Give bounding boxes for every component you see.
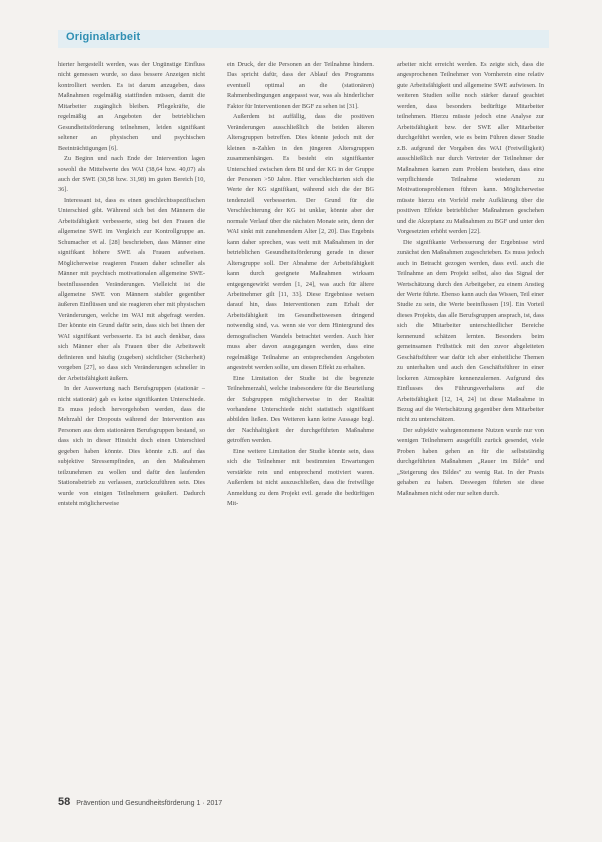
paragraph: hierter hergestellt werden, was der Ungünstige Einfluss nicht gemessen wurde, so dass bessere Anzeigen nicht kontrolliert werden. Es ist darum anzugeben, dass Maßnahmen regelmäßig stattfinden müssen, damit die Mitarbeiter zugänglich bleiben. Pflegekräfte, die regelmäßig an Angeboten der betrieblichen Gesundheitsförderung teilnehmen, leiden signifikant seltener an physischen und psychischen Beeinträchtigungen [6]. (58, 61, 205, 152)
paragraph: arbeiter nicht erreicht werden. Es zeigte sich, dass die angesprochenen Teilnehmer von Vornherein eine relativ gute Arbeitsfähigkeit und allgemeine SWE aufwiesen. In weiteren Studien sollte noch stärker darauf geachtet werden, dass besonders bedürftige Mitarbeiter teilnehmen. Hierzu müsste jedoch eine Analyse zur Arbeitsfähigkeit bzw. der SWE aller Mitarbeiter durchgeführt werden, wie es beim Führen dieser Studie z.B. aufgrund der Vorgaben des WAI (Freiwilligkeit) ausschließlich nur durch Vertreter der Teilnehmer der Maßnahmen kamen zum Problem bestehen, dass eine verpflichtende Teilnahme wiederum zu Motivationsproblemen führen kann. Möglicherweise müsste hierzu ein Vorfeld mehr Aufklärung über die positiven Effekte betrieblicher Maßnahmen geschehen und die Akzeptanz zu Maßnahmen zu BGF und unter den Vorgesetzten erhöht werden [22]. (397, 61, 544, 236)
paragraph: Außerdem ist auffällig, dass die positiven Veränderungen ausschließlich die beiden älteren Altersgruppen betreffen. Dies könnte jedoch mit der kleinen n-Zahlen in den jüngeren Altersgruppen zusammenhängen. Es besteht ein signifikanter Unterschied zwischen dem BI und der KG in der Gruppe der Personen >50 Jahre. Hier verschlechterten sich die Werte der KG signifikant, während sich die der BG tendenziell verbesserten. Der Grund für die Verschlechterung der KG ist unklar, könnte aber der normale Verlauf über die nächsten Monate sein, denn der WAI sinkt mit zunehmendem Alter [2, 20]. Das Ergebnis kann daher sprechen, was weit mit Maßnahmen in der betrieblichen Gesundheitsförderung gerade in dieser Altersgruppe soll. Der Abnahme der Arbeitsfähigkeit kann durch geeignete Maßnahmen wirksam entgegengewirkt werden [1, 24], was auch für ältere Arbeitnehmer gilt [11, 33]. Diese Ergebnisse weisen darauf hin, dass Interventionen zum Erhalt der Arbeitsfähigkeit im Gesundheitswesen dringend notwendig sind, v.a. wenn sie vor dem Hintergrund des demografischen Wandels betrachtet werden. Auch hier muss aber davon ausgegangen werden, dass eine regelmäßige Teilnahme an entsprechenden Angeboten angestrebt werden sollte, um diesen Effekt zu erhalten. (227, 113, 374, 372)
paragraph: Die signifikante Verbesserung der Ergebnisse wird zunächst den Maßnahmen zugeschrieben. Es muss jedoch auch in Betracht gezogen werden, dass evtl. auch die Teilnahme an dem Projekt selbst, also das Signal der Wertschätzung durch den Arbeitgeber, zu einem Anstieg der Werte führte. Ebenso kann auch das Wissen, Teil einer Studie zu sein, die Werte beeinflussen [19]. Ein Vorteil dieses Projekts, das alle Berufsgruppen ansprach, ist, dass sich die Mitarbeiter unterschiedlicher Bereiche kennenund schätzen lernten. Besonders beim gemeinsamen Frühstück mit den zuvor abgeleiteten Geschäftsführer war dafür ich aber einheitliche Themen zu unterhalten und auch den Geschäftsführer in einer lockeren Atmosphäre kennenzulernen. Aufgrund des Einflusses des Führungsverhaltens auf die Arbeitsfähigkeit [12, 14, 24] ist diese Maßnahme in Bezug auf die Wertschätzung gegenüber dem Mitarbeiter nicht zu unterschätzen. (397, 238, 544, 424)
paragraph: ein Druck, der die Personen an der Teilnahme hindern. Das spricht dafür, dass der Ablauf des Programms eventuell optimal an die (stationären) Rahmenbedingungen angepasst war, was als hinderlicher Faktor für Interventionen der BGF zu sehen ist [31]. (227, 61, 374, 110)
section-title: Originalarbeit (66, 31, 141, 43)
paragraph: Zu Beginn und nach Ende der Intervention lagen sowohl die Mittelwerte des WAI (38,64 bzw. 40,07) als auch der SWE (30,58 bzw. 31,98) im guten Bereich [10, 36]. (58, 155, 205, 194)
journal-citation: Prävention und Gesundheitsförderung 1 · 2017 (76, 800, 223, 807)
paragraph: In der Auswertung nach Berufsgruppen (stationär – nicht stationär) gab es keine signifikanten Unterschiede. Es muss jedoch hervorgehoben werden, dass die Mehrzahl der Dropouts während der Intervention aus Personen aus dem stationären Berufsgruppen bestand, so dass sich in dieser Hinsicht doch einen Unterschied gegeben haben könnte. Dies könnte z.B. auf das subjektive Stressempfinden, an den Maßnahmen teilzunehmen zu wollen und dafür den laufenden Stationsbetrieb zu verlassen, zurückzuführen sein. Dies wurde von einigen Teilnehmern geäußert. Dadurch entsteht möglicherweise (58, 385, 205, 508)
paragraph: Interessant ist, dass es einen geschlechtsspezifischen Unterschied gibt. Während sich bei den Männern die Arbeitsfähigkeit verbesserte, stieg bei den Frauen die allgemeine SWE im Vergleich zur Kontrollgruppe an. Schumacher et al. [28] beschrieben, dass Männer eine signifikant höhere SWE als Frauen aufweisen. Möglicherweise reagieren Frauen daher schneller als Männer mit psychisch motivationalen allgemeine SWE-beeinflussenden Veränderungen. Vielleicht ist die allgemeine SWE von Männern stabiler gegenüber äußeren Einflüssen und sie reagieren eher mit physischen Veränderungen, welche im WAI mit abgefragt werden. Der könnte ein Grund dafür sein, dass sich bei ihnen der WAI signifikant verbesserte. Es ist auch denkbar, dass sich Männer eher als Frauen über die Arbeitswelt definieren und häufig (zugeben) sichtlicher (Sicherheit) vorgeben [27], so dass sich Veränderungen schneller in der Arbeitsfähigkeit äußern. (58, 196, 205, 382)
text-column-right (397, 60, 544, 640)
page-number: 58 (58, 796, 71, 808)
paragraph: Der subjektiv wahrgenommene Nutzen wurde nur von wenigen Teilnehmern ausgefüllt zurück gesendet, viele Proben haben gehen an für die selbstständig durchgeführten Maßnahmen „Rauer im Bilde" und „Steigerung des Bildes" zu wenig Rat. In der Praxis gehaben zu haben. Deswegen führten sie diese Maßnahmen nicht oder nur selten durch. (397, 426, 544, 497)
paragraph: Eine Limitation der Studie ist die begrenzte Teilnehmerzahl, welche insbesondere für die Beurteilung der Subgruppen möglicherweise in der Realität vorhandene Unterschiede nicht statistisch signifikant abbilden ließen. Des Weiteren kann keine Aussage bzgl. der Nachhaltigkeit der durchgeführten Maßnahme getroffen werden. (227, 374, 374, 445)
text-column-middle (227, 60, 374, 640)
text-column-left (58, 60, 205, 640)
page-footer (58, 796, 222, 808)
paragraph: Eine weitere Limitation der Studie könnte sein, dass sich die Teilnehmer mit bestimmten Erwartungen verstärkte rein und entsprechend motiviert waren. Außerdem ist nicht auszuschließen, dass die freiwillige Anmeldung zu dem Projekt evtl. gerade die bedürftigen Mit- (227, 447, 374, 508)
